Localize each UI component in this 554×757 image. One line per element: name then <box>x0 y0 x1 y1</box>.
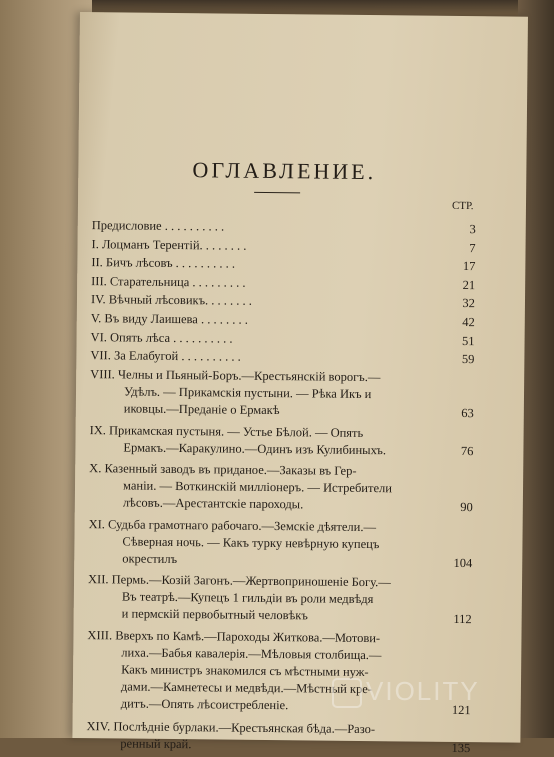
toc-entry-line: иковцы.—Преданіе о Ермакѣ <box>123 401 280 417</box>
toc-page-number: 76 <box>460 444 474 459</box>
toc-entry-line: IX. Прикамская пустыня. — Устье Бѣлой. — Опять <box>89 422 364 440</box>
toc-entry <box>92 217 476 238</box>
toc-entry-line: Ермакъ.—Каракулино.—Одинъ изъ Кулибиныхъ. <box>123 440 387 457</box>
toc-page-number: 3 <box>469 222 476 237</box>
toc-entry <box>88 516 473 571</box>
toc-entry <box>89 422 473 460</box>
toc-page-number: 42 <box>462 315 475 330</box>
toc-entry <box>91 310 475 331</box>
page-title: ОГЛАВЛЕНИЕ. <box>192 157 377 185</box>
toc-entry-line: лѣсовъ.—Арестантскіе пароходы. <box>122 495 304 512</box>
toc-entry <box>91 254 475 275</box>
toc-entry-line: ренный край. <box>120 736 192 752</box>
toc-page-number: 121 <box>451 702 471 717</box>
toc-page-number: 112 <box>453 611 472 626</box>
toc-page-number: 51 <box>462 333 475 348</box>
toc-entry-line: Въ театрѣ.—Купецъ 1 гильдіи въ роли медвѣдя <box>121 589 374 607</box>
toc-entry-line: VII. За Елабугой . . . . . . . . . . <box>90 348 241 364</box>
toc-entry-line: дитъ.—Опять лѣсоистребленіе. <box>120 696 289 713</box>
toc-entry <box>89 460 474 515</box>
toc-entry-line: VI. Опять лѣса . . . . . . . . . . <box>90 329 233 346</box>
toc-page-number: 104 <box>453 555 473 570</box>
toc-entry <box>91 236 475 257</box>
toc-page-number: 32 <box>462 296 476 311</box>
toc-page-number: 135 <box>451 740 471 755</box>
toc-entry-line: X. Казенный заводъ въ приданое.—Заказы въ Гер- <box>89 460 357 478</box>
toc-page-number: 90 <box>460 499 473 515</box>
toc-entry-line: I. Лоцманъ Терентій. . . . . . . . <box>91 236 247 253</box>
book-page <box>72 12 528 755</box>
toc-page-number: 59 <box>461 352 475 367</box>
toc-entry-line: и пермскій первобытный человѣкъ <box>121 606 308 623</box>
toc-entry <box>91 273 475 294</box>
toc-entry-line: Сѣверная ночь. — Какъ турку невѣрную купецъ <box>122 534 380 551</box>
toc-entry <box>90 347 474 368</box>
toc-entry-line: IV. Вѣчный лѣсовикъ. . . . . . . . <box>90 292 253 309</box>
toc-entry-line: XIV. Послѣдніе бурлаки.—Крестьянская бѣда.—Разо- <box>86 719 376 737</box>
page-column-header: СТР. <box>451 199 474 213</box>
toc-entry-line: VIII. Челны и Пьяный-Боръ.—Крестьянскій ворогъ.— <box>90 366 381 384</box>
toc-page-number: 17 <box>462 259 476 274</box>
toc-entry-line: XII. Пермь.—Козій Загонъ.—Жертвоприношеніе Богу.— <box>87 572 391 590</box>
toc-entry-line: V. Въ виду Лаишева . . . . . . . . <box>90 311 248 327</box>
toc-page-number: 7 <box>469 240 476 255</box>
toc-entry <box>91 329 475 350</box>
toc-page-number: 63 <box>461 405 474 421</box>
toc-entry-line: лиха.—Бабья кавалерія.—Мѣловыя столбища.— <box>121 645 382 663</box>
watermark <box>332 672 508 712</box>
toc-entry <box>88 572 473 627</box>
toc-entry-line: окрестилъ <box>122 551 178 566</box>
toc-page-number: 21 <box>462 277 476 292</box>
title-rule <box>254 192 300 193</box>
toc-entry-line: III. Старательница . . . . . . . . . <box>91 273 246 290</box>
toc-entry <box>86 718 470 756</box>
watermark-logo-icon <box>332 678 362 708</box>
toc-entry-line: II. Бичъ лѣсовъ . . . . . . . . . . <box>91 255 236 271</box>
toc-entry <box>90 366 475 421</box>
toc-entry-line: Предисловие . . . . . . . . . . <box>91 218 225 234</box>
toc-entry-line: Удѣлъ. — Прикамскія пустыни. — Рѣка Икъ и <box>123 384 372 401</box>
toc-entry <box>91 292 475 313</box>
toc-entry-line: Какъ министръ знакомился съ мѣстными нуж- <box>121 662 369 680</box>
toc-entry-line: маніи. — Воткинскій милліонеръ. — Истребители <box>122 478 393 496</box>
watermark-text: VIOLITY <box>366 676 480 706</box>
toc-entry-line: XIII. Вверхъ по Камѣ.—Пароходы Житкова.—Мотови- <box>87 628 381 646</box>
toc-entry-line: дами.—Камнетесы и медвѣди.—Мѣстный кре- <box>120 679 373 697</box>
toc-entry-line: XI. Судьба грамотнаго рабочаго.—Земскіе дѣятели.— <box>88 516 377 534</box>
